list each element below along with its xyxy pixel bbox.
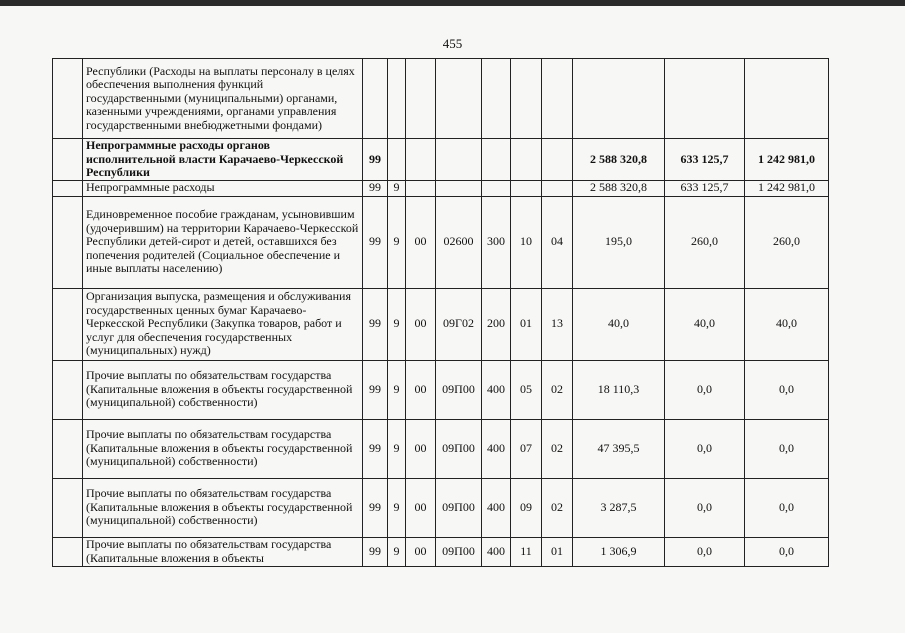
row-name-cell: Организация выпуска, размещения и обслуживания государственных ценных бумаг Карачаево-Черкесской Республики (Закупка товаров, работ и услуг для обеспечения государственных (муниципальных) нужд) <box>83 288 363 360</box>
dir-code-cell <box>436 180 482 196</box>
table-row <box>53 419 829 478</box>
vr-code-cell <box>482 139 511 181</box>
rz-code-cell: 01 <box>511 288 542 360</box>
om-code-cell <box>406 139 436 181</box>
row-name-cell: Республики (Расходы на выплаты персоналу в целях обеспечения выполнения функций государственными (муниципальными) органами, казенными учреждениями, органами управления государственными внебюджетными фондами) <box>83 59 363 139</box>
sum-year-2-cell: 40,0 <box>665 288 745 360</box>
sum-year-3-cell <box>745 59 829 139</box>
sum-year-1-cell: 3 287,5 <box>573 478 665 537</box>
vr-code-cell: 400 <box>482 537 511 566</box>
dir-code-cell: 09П00 <box>436 419 482 478</box>
vr-code-cell: 300 <box>482 196 511 288</box>
dir-code-cell: 09П00 <box>436 478 482 537</box>
gp-code-cell <box>363 59 388 139</box>
pp-code-cell: 9 <box>388 196 406 288</box>
sum-year-1-cell: 195,0 <box>573 196 665 288</box>
om-code-cell: 00 <box>406 288 436 360</box>
blank-cell <box>53 139 83 181</box>
gp-code-cell: 99 <box>363 419 388 478</box>
pr-code-cell: 02 <box>542 360 573 419</box>
sum-year-2-cell: 0,0 <box>665 360 745 419</box>
blank-cell <box>53 196 83 288</box>
sum-year-2-cell: 0,0 <box>665 478 745 537</box>
pp-code-cell <box>388 139 406 181</box>
budget-table <box>52 58 829 567</box>
vr-code-cell: 400 <box>482 419 511 478</box>
table-row <box>53 180 829 196</box>
blank-cell <box>53 360 83 419</box>
gp-code-cell: 99 <box>363 288 388 360</box>
pp-code-cell: 9 <box>388 360 406 419</box>
rz-code-cell <box>511 139 542 181</box>
sum-year-2-cell: 0,0 <box>665 419 745 478</box>
vr-code-cell: 400 <box>482 478 511 537</box>
row-name-cell: Непрограммные расходы <box>83 180 363 196</box>
row-name-cell: Прочие выплаты по обязательствам государства (Капитальные вложения в объекты государственной (муниципальной) собственности) <box>83 360 363 419</box>
table-row <box>53 360 829 419</box>
row-name-cell: Единовременное пособие гражданам, усыновившим (удочерившим) на территории Карачаево-Черкесской Республики детей-сирот и детей, оставшихся без попечения родителей (Социальное обеспечение и иные выплаты населению) <box>83 196 363 288</box>
sum-year-1-cell: 2 588 320,8 <box>573 139 665 181</box>
pp-code-cell <box>388 59 406 139</box>
gp-code-cell: 99 <box>363 537 388 566</box>
pr-code-cell <box>542 180 573 196</box>
dir-code-cell: 09Г02 <box>436 288 482 360</box>
dir-code-cell: 09П00 <box>436 537 482 566</box>
blank-cell <box>53 59 83 139</box>
sum-year-2-cell <box>665 59 745 139</box>
gp-code-cell: 99 <box>363 360 388 419</box>
pr-code-cell: 04 <box>542 196 573 288</box>
om-code-cell <box>406 180 436 196</box>
sum-year-3-cell: 260,0 <box>745 196 829 288</box>
gp-code-cell: 99 <box>363 139 388 181</box>
dir-code-cell <box>436 139 482 181</box>
om-code-cell: 00 <box>406 537 436 566</box>
rz-code-cell: 09 <box>511 478 542 537</box>
blank-cell <box>53 419 83 478</box>
sum-year-1-cell: 2 588 320,8 <box>573 180 665 196</box>
table-row <box>53 139 829 181</box>
row-name-cell: Прочие выплаты по обязательствам государства (Капитальные вложения в объекты государственной (муниципальной) собственности) <box>83 419 363 478</box>
sum-year-1-cell: 18 110,3 <box>573 360 665 419</box>
table-row <box>53 537 829 566</box>
pp-code-cell: 9 <box>388 537 406 566</box>
pr-code-cell <box>542 139 573 181</box>
row-name-cell: Непрограммные расходы органов исполнительной власти Карачаево-Черкесской Республики <box>83 139 363 181</box>
om-code-cell: 00 <box>406 478 436 537</box>
pp-code-cell: 9 <box>388 478 406 537</box>
sum-year-2-cell: 633 125,7 <box>665 139 745 181</box>
table-row <box>53 59 829 139</box>
sum-year-3-cell: 0,0 <box>745 419 829 478</box>
om-code-cell: 00 <box>406 419 436 478</box>
om-code-cell: 00 <box>406 360 436 419</box>
rz-code-cell: 11 <box>511 537 542 566</box>
om-code-cell <box>406 59 436 139</box>
blank-cell <box>53 288 83 360</box>
gp-code-cell: 99 <box>363 180 388 196</box>
vr-code-cell: 200 <box>482 288 511 360</box>
sum-year-1-cell: 1 306,9 <box>573 537 665 566</box>
table-row <box>53 288 829 360</box>
pp-code-cell: 9 <box>388 288 406 360</box>
pr-code-cell: 02 <box>542 419 573 478</box>
sum-year-3-cell: 0,0 <box>745 478 829 537</box>
pr-code-cell <box>542 59 573 139</box>
sum-year-2-cell: 260,0 <box>665 196 745 288</box>
row-name-cell: Прочие выплаты по обязательствам государства (Капитальные вложения в объекты государственной (муниципальной) собственности) <box>83 478 363 537</box>
page-number: 455 <box>442 36 463 51</box>
table-row <box>53 196 829 288</box>
dir-code-cell: 02600 <box>436 196 482 288</box>
vr-code-cell <box>482 59 511 139</box>
row-name-cell: Прочие выплаты по обязательствам государства (Капитальные вложения в объекты <box>83 537 363 566</box>
pr-code-cell: 13 <box>542 288 573 360</box>
sum-year-1-cell: 47 395,5 <box>573 419 665 478</box>
blank-cell <box>53 180 83 196</box>
blank-cell <box>53 478 83 537</box>
om-code-cell: 00 <box>406 196 436 288</box>
sum-year-2-cell: 633 125,7 <box>665 180 745 196</box>
rz-code-cell: 10 <box>511 196 542 288</box>
pr-code-cell: 01 <box>542 537 573 566</box>
dir-code-cell: 09П00 <box>436 360 482 419</box>
vr-code-cell <box>482 180 511 196</box>
rz-code-cell <box>511 59 542 139</box>
dir-code-cell <box>436 59 482 139</box>
sum-year-3-cell: 0,0 <box>745 360 829 419</box>
rz-code-cell <box>511 180 542 196</box>
sum-year-3-cell: 0,0 <box>745 537 829 566</box>
table-row <box>53 478 829 537</box>
sum-year-1-cell <box>573 59 665 139</box>
blank-cell <box>53 537 83 566</box>
sum-year-3-cell: 1 242 981,0 <box>745 139 829 181</box>
scan-edge <box>0 0 905 6</box>
pr-code-cell: 02 <box>542 478 573 537</box>
pp-code-cell: 9 <box>388 180 406 196</box>
pp-code-cell: 9 <box>388 419 406 478</box>
gp-code-cell: 99 <box>363 478 388 537</box>
vr-code-cell: 400 <box>482 360 511 419</box>
rz-code-cell: 05 <box>511 360 542 419</box>
gp-code-cell: 99 <box>363 196 388 288</box>
rz-code-cell: 07 <box>511 419 542 478</box>
sum-year-3-cell: 1 242 981,0 <box>745 180 829 196</box>
sum-year-1-cell: 40,0 <box>573 288 665 360</box>
sum-year-2-cell: 0,0 <box>665 537 745 566</box>
sum-year-3-cell: 40,0 <box>745 288 829 360</box>
